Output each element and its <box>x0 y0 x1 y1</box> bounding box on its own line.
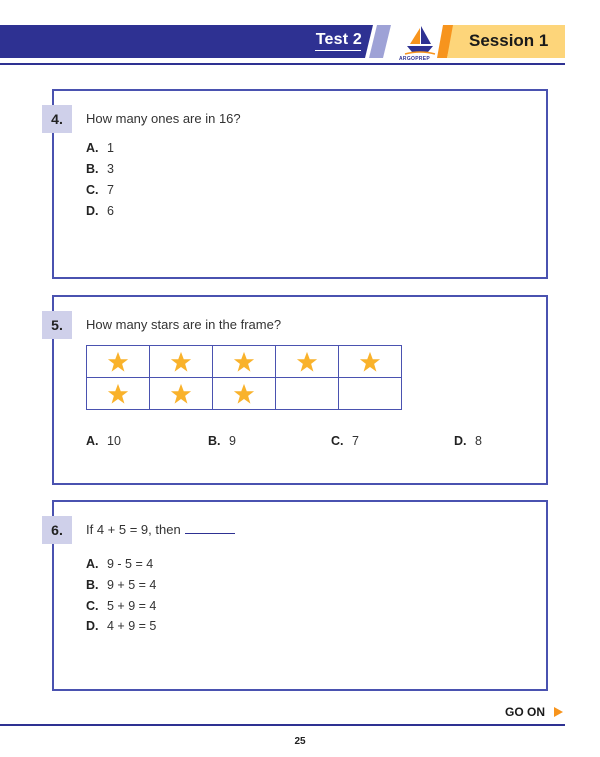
question-text: How many stars are in the frame? <box>86 317 282 332</box>
star-icon <box>107 351 129 373</box>
ten-frame <box>86 345 402 410</box>
option-text: 5 + 9 = 4 <box>107 599 157 613</box>
option-letter: A. <box>86 434 99 448</box>
question-5-box <box>52 295 548 485</box>
option-text: 9 <box>229 434 236 448</box>
star-icon <box>359 351 381 373</box>
option-text: 10 <box>107 434 121 448</box>
header-rule <box>0 63 565 65</box>
option-c[interactable] <box>331 434 359 448</box>
option-d[interactable] <box>86 619 156 633</box>
option-text: 8 <box>475 434 482 448</box>
question-6-box <box>52 500 548 691</box>
frame-cell <box>213 346 276 378</box>
option-letter: D. <box>86 204 99 218</box>
question-4-box <box>52 89 548 279</box>
frame-cell <box>150 346 213 378</box>
frame-cell <box>339 346 402 378</box>
frame-cell <box>276 346 339 378</box>
option-text: 9 + 5 = 4 <box>107 578 157 592</box>
option-b[interactable] <box>208 434 236 448</box>
question-text-content: If 4 + 5 = 9, then <box>86 522 181 537</box>
star-icon <box>170 383 192 405</box>
star-icon <box>296 351 318 373</box>
option-c[interactable] <box>86 599 156 613</box>
option-a[interactable] <box>86 557 153 571</box>
option-letter: B. <box>86 162 99 176</box>
star-icon <box>233 383 255 405</box>
go-on-arrow-icon <box>554 707 563 717</box>
option-text: 7 <box>352 434 359 448</box>
frame-cell-empty <box>276 378 339 410</box>
question-text <box>86 522 235 537</box>
option-text: 6 <box>107 204 114 218</box>
star-icon <box>233 351 255 373</box>
footer-rule <box>0 724 565 726</box>
option-letter: B. <box>208 434 221 448</box>
option-b[interactable] <box>86 162 114 176</box>
option-letter: A. <box>86 557 99 571</box>
frame-cell-empty <box>339 378 402 410</box>
option-letter: A. <box>86 141 99 155</box>
option-letter: D. <box>86 619 99 633</box>
option-a[interactable] <box>86 141 114 155</box>
option-b[interactable] <box>86 578 156 592</box>
test-label: Test 2 <box>315 31 362 48</box>
option-a[interactable] <box>86 434 121 448</box>
option-letter: C. <box>86 599 99 613</box>
option-text: 3 <box>107 162 114 176</box>
go-on-label: GO ON <box>505 705 546 719</box>
option-d[interactable] <box>454 434 482 448</box>
option-letter: B. <box>86 578 99 592</box>
question-text: How many ones are in 16? <box>86 111 241 126</box>
option-c[interactable] <box>86 183 114 197</box>
option-letter: C. <box>86 183 99 197</box>
option-text: 9 - 5 = 4 <box>107 557 154 571</box>
logo-text: ARGOPREP <box>399 56 431 62</box>
page-number: 25 <box>294 736 306 747</box>
frame-cell <box>87 378 150 410</box>
test-label-underline <box>315 50 361 51</box>
option-text: 7 <box>107 183 114 197</box>
option-d[interactable] <box>86 204 114 218</box>
question-number: 6. <box>42 516 72 544</box>
frame-cell <box>150 378 213 410</box>
question-number: 4. <box>42 105 72 133</box>
star-icon <box>107 383 129 405</box>
option-letter: C. <box>331 434 344 448</box>
question-number: 5. <box>42 311 72 339</box>
option-text: 4 + 9 = 5 <box>107 619 157 633</box>
answer-blank <box>185 523 235 534</box>
option-text: 1 <box>107 141 114 155</box>
star-icon <box>170 351 192 373</box>
frame-cell <box>213 378 276 410</box>
session-label: Session 1 <box>469 31 549 50</box>
option-letter: D. <box>454 434 467 448</box>
frame-cell <box>87 346 150 378</box>
